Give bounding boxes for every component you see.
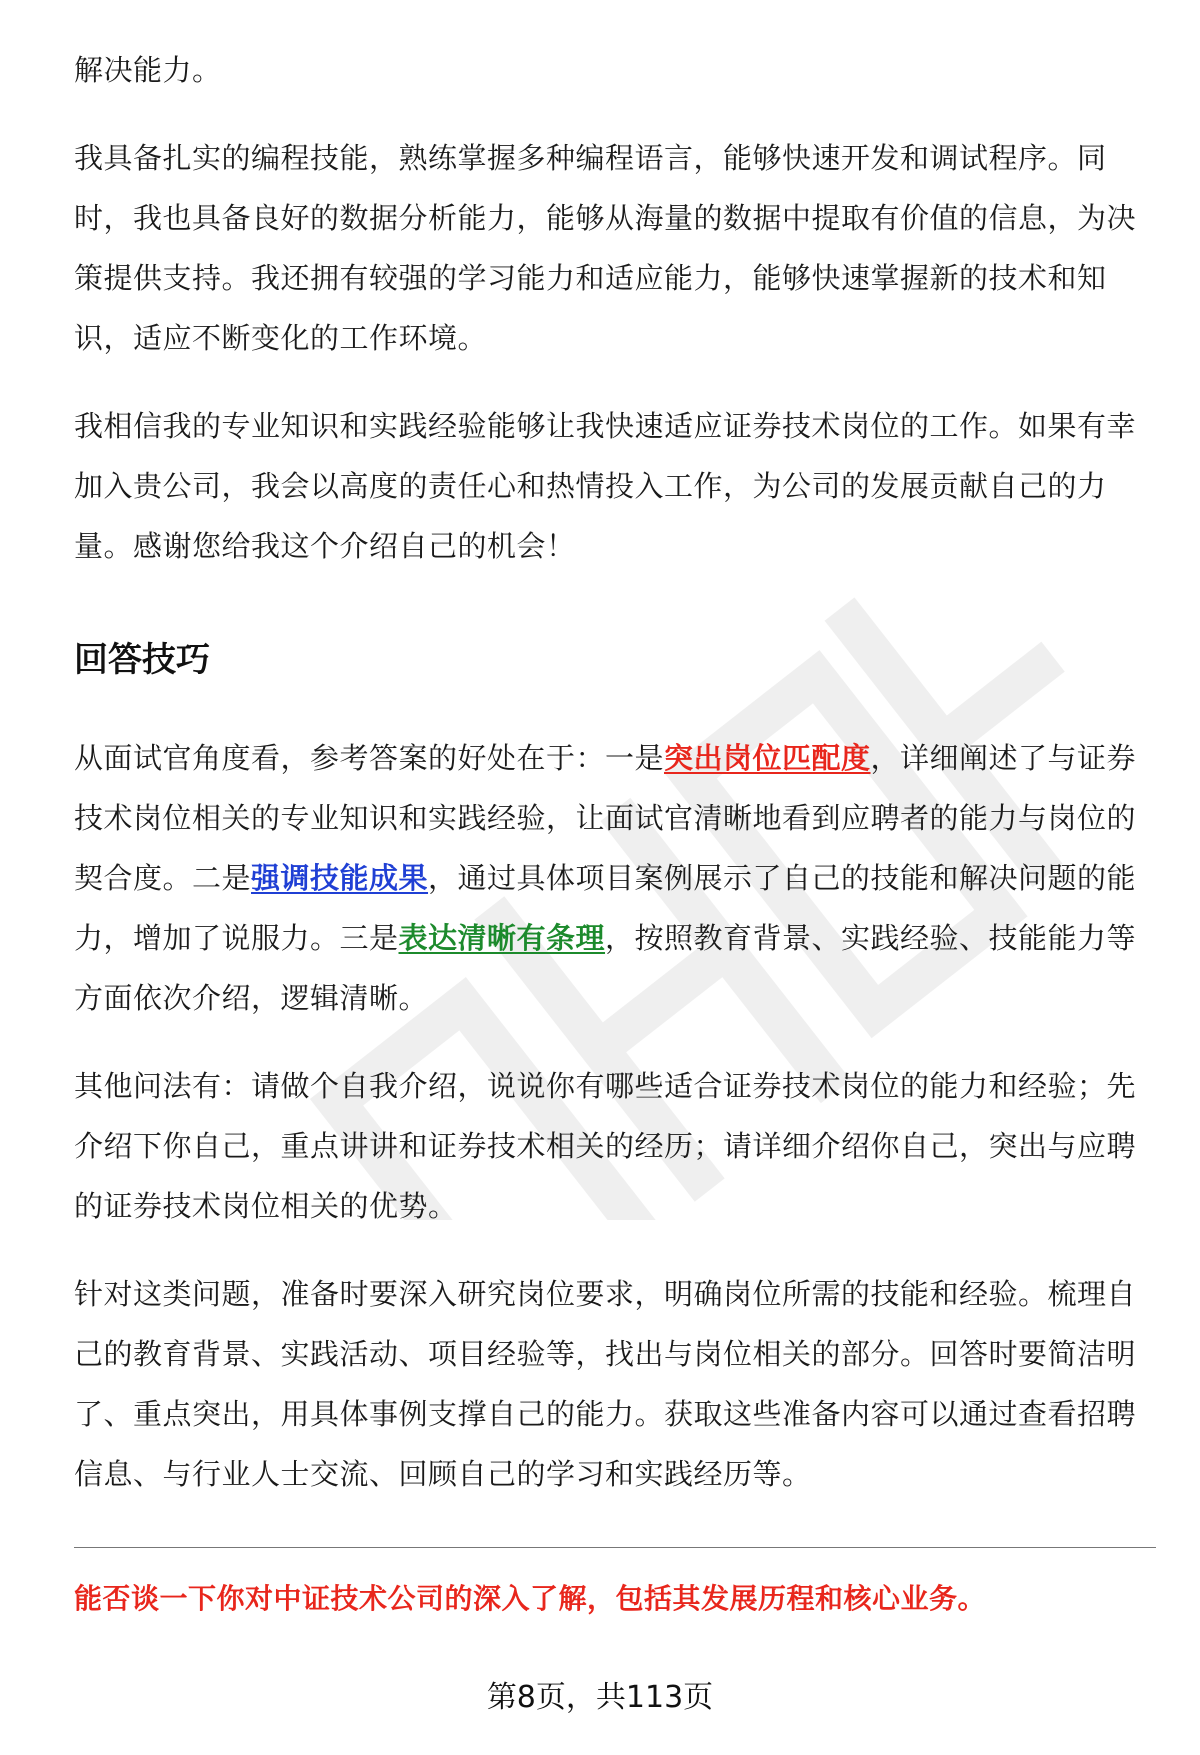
next-question: 能否谈一下你对中证技术公司的深入了解，包括其发展历程和核心业务。 — [74, 1582, 987, 1615]
tips-text-1c: ，通过具体项目案例展示了自己的技能和解决问题的能力，增加了说服力。三是 — [74, 861, 1137, 955]
tips-text-1b: ，详细阐述了与证券技术岗位相关的专业知识和实践经验，让面试官清晰地看到应聘者的能力与岗位的契合度。二是 — [74, 741, 1137, 895]
closing-paragraph: 我相信我的专业知识和实践经验能够让我快速适应证券技术岗位的工作。如果有幸加入贵公司，我会以高度的责任心和热情投入工作，为公司的发展贡献自己的力量。感谢您给我这个介绍自己的机会！ — [74, 409, 1137, 563]
page-number: 第8页，共113页 — [486, 1680, 714, 1715]
document-body — [74, 40, 1146, 1504]
highlight-job-match: 突出岗位匹配度 — [664, 741, 871, 775]
tips-paragraph-2: 其他问法有：请做个自我介绍，说说你有哪些适合证券技术岗位的能力和经验；先介绍下你自己，重点讲讲和证券技术相关的经历；请详细介绍你自己，突出与应聘的证券技术岗位相关的优势。 — [74, 1069, 1137, 1223]
section-divider — [74, 1547, 1156, 1548]
tips-text-1a: 从面试官角度看，参考答案的好处在于：一是 — [74, 741, 665, 775]
section-heading-answer-tips: 回答技巧 — [74, 640, 210, 680]
tips-paragraph-3: 针对这类问题，准备时要深入研究岗位要求，明确岗位所需的技能和经验。梳理自己的教育背景、实践活动、项目经验等，找出与岗位相关的部分。回答时要简洁明了、重点突出，用具体事例支撑自己的能力。获取这些准备内容可以通过查看招聘信息、与行业人士交流、回顾自己的学习和实践经历等。 — [74, 1277, 1137, 1491]
highlight-skill-results: 强调技能成果 — [251, 861, 429, 895]
skills-paragraph: 我具备扎实的编程技能，熟练掌握多种编程语言，能够快速开发和调试程序。同时，我也具备良好的数据分析能力，能够从海量的数据中提取有价值的信息，为决策提供支持。我还拥有较强的学习能力和适应能力，能够快速掌握新的技术和知识，适应不断变化的工作环境。 — [74, 141, 1137, 355]
tips-paragraph-1 — [74, 728, 1146, 1028]
intro-paragraph-end: 解决能力。 — [74, 53, 222, 87]
tips-text-1d: ，按照教育背景、实践经验、技能能力等方面依次介绍，逻辑清晰。 — [74, 921, 1137, 1015]
highlight-clear-expression: 表达清晰有条理 — [398, 921, 606, 955]
